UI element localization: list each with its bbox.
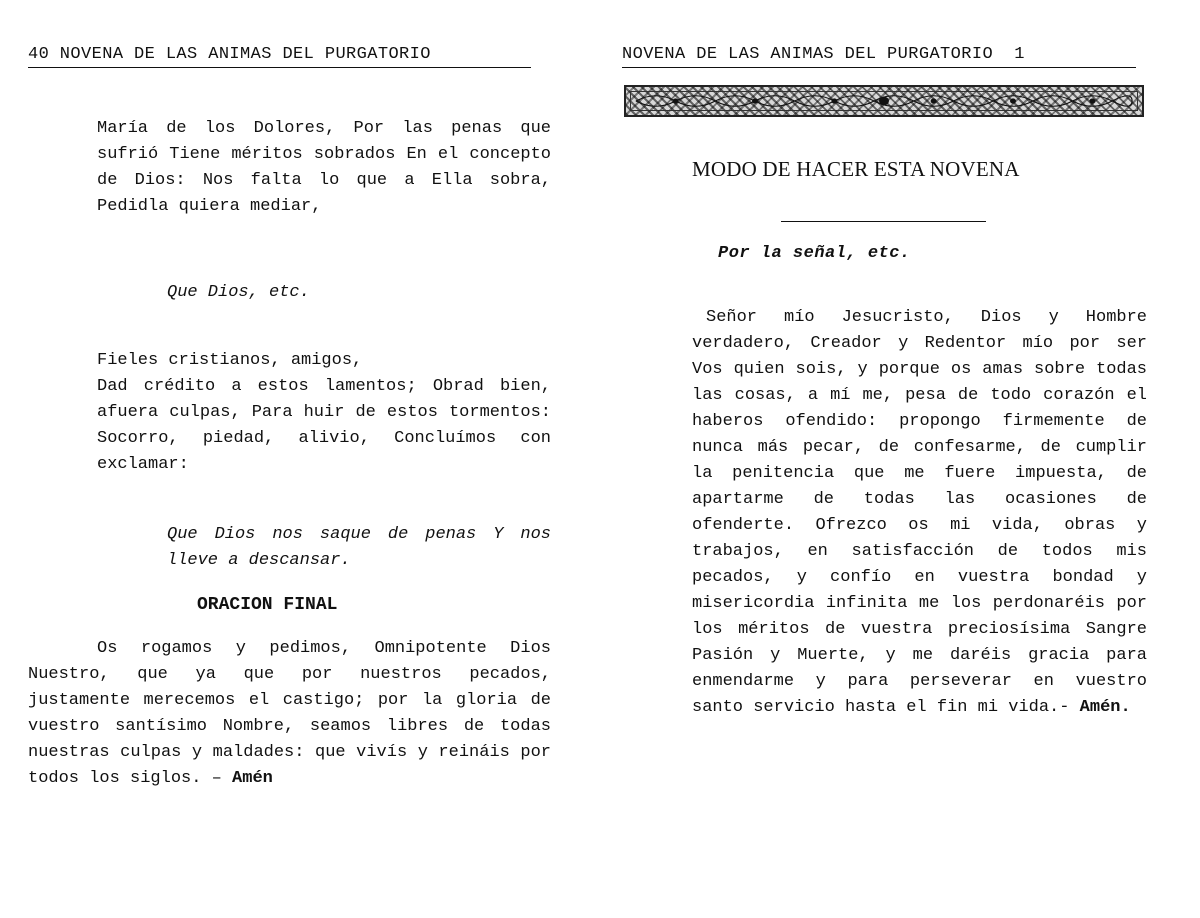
left-page-header: 40 NOVENA DE LAS ANIMAS DEL PURGATORIO — [28, 44, 531, 68]
prayer-contrition-amen: Amén. — [1079, 698, 1131, 717]
title-divider — [781, 221, 986, 222]
refrain-full: Que Dios nos saque de penas Y nos lleve a descansar. — [167, 525, 551, 570]
section-title-oracion-final: ORACION FINAL — [197, 595, 338, 615]
refrain-short: Que Dios, etc. — [167, 283, 310, 302]
right-page — [600, 0, 1200, 918]
stanza-fieles-rest: Dad crédito a estos lamentos; Obrad bien, afuera culpas, Para huir de estos tormentos: Socorro, piedad, alivio, Concluímos con exclamar: — [97, 377, 551, 474]
page-title: MODO DE HACER ESTA NOVENA — [692, 157, 1020, 181]
stanza-fieles-line-1: Fieles cristianos, amigos, — [97, 351, 363, 370]
prayer-oracion-final — [28, 636, 551, 792]
decorative-banner-ornament — [624, 85, 1144, 117]
sign-of-cross-line: Por la señal, etc. — [718, 244, 911, 263]
prayer-contrition — [692, 305, 1147, 721]
stanza-maria: María de los Dolores, Por las penas que sufrió Tiene méritos sobrados En el concepto de Dios: Nos falta lo que a Ella sobra, Pedidla quiera mediar, — [97, 119, 551, 216]
prayer-contrition-text: Señor mío Jesucristo, Dios y Hombre verdadero, Creador y Redentor mío por ser Vos quien sois, y porque os amas sobre todas las cosas, a mí me, pesa de todo corazón el haberos ofendido: propongo firmemente de nunca más pecar, de confesarme, de cumplir la penitencia que me fuere impuesta, de apartarme de todas las ocasiones de ofenderte. Ofrezco os mi vida, obras y trabajos, en satisfacción de todos mis pecados, y confío en vuestra bondad y misericordia infinita me los perdonaréis por los méritos de vuestra preciosísima Sangre Pasión y Muerte, y me daréis gracia para enmendarme y para perseverar en vuestro santo servicio hasta el fin mi vida.- — [692, 308, 1147, 717]
banner-ornament-pattern — [626, 87, 1142, 115]
prayer-oracion-final-text: Os rogamos y pedimos, Omnipotente Dios Nuestro, que ya que por nuestros pecados, justamente merecemos el castigo; por la gloria de vuestro santísimo Nombre, seamos libres de todas nuestras culpas y maldades: que vivís y reináis por todos los siglos. – — [28, 639, 551, 788]
right-page-header: NOVENA DE LAS ANIMAS DEL PURGATORIO 1 — [622, 44, 1136, 68]
prayer-oracion-final-amen: Amén — [232, 769, 273, 788]
